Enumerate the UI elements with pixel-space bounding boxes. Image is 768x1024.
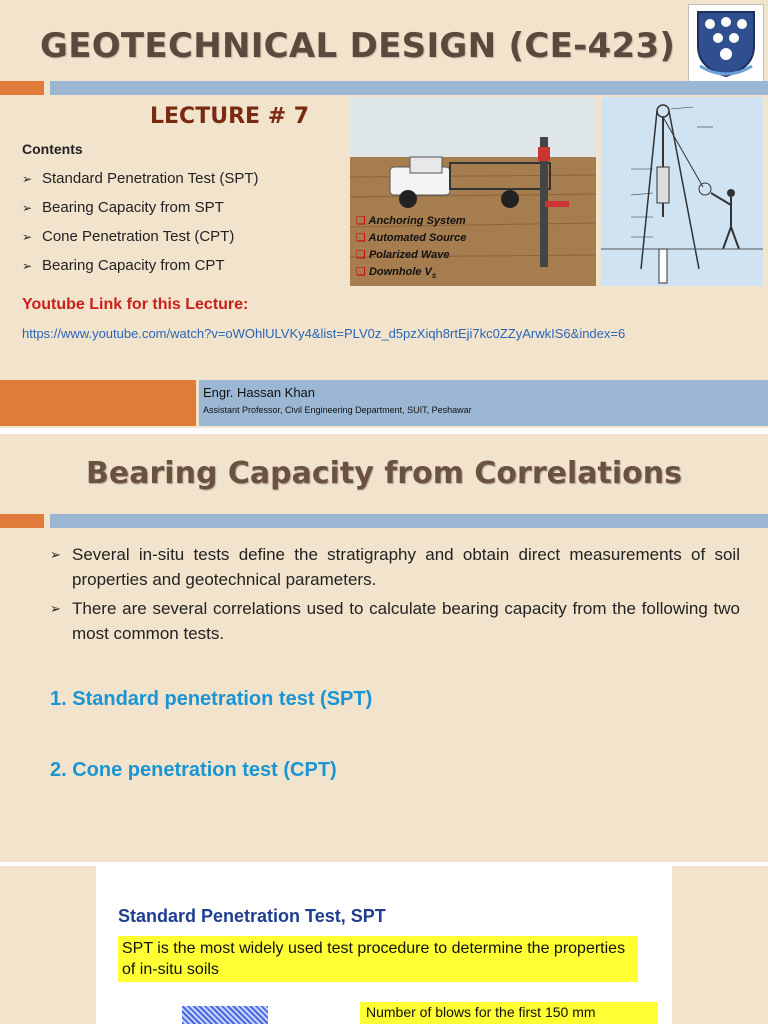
crest-icon [694,8,758,78]
blow-count-note: Number of blows for the first 150 mm [360,1002,658,1024]
contents-list [22,170,259,286]
list-item: ➢ Cone Penetration Test (CPT) [22,228,235,245]
list-item: ➢ Standard Penetration Test (SPT) [22,170,259,187]
accent-bar-orange [0,81,44,95]
youtube-url[interactable]: https://www.youtube.com/watch?v=oWOhlULVKy4&list=PLV0z_d5pzXiqh8rtEji7kc0ZZyArwkIS6&index=6 [22,326,626,341]
spt-rig-diagram [601,97,763,286]
youtube-link-heading: Youtube Link for this Lecture: [22,296,249,313]
arrow-bullet-icon: ➢ [50,547,61,562]
arrow-bullet-icon: ➢ [22,201,33,215]
content-slide [0,434,768,862]
photo-label: ❑ Anchoring System [356,215,466,227]
bullet-list [50,542,740,650]
photo-label: ❑ Downhole $V_s$ [356,266,437,281]
footer-accent-orange [0,380,196,426]
list-item: ➢ Several in-situ tests define the stratigraphy and obtain direct measurements of soil properties and geotechnical parameters. [50,542,740,592]
list-item: ➢ Bearing Capacity from CPT [22,257,225,274]
title-slide [0,0,768,428]
hatched-figure [182,1006,268,1024]
slide-title: Standard Penetration Test, SPT [118,906,386,926]
slide-title: Bearing Capacity from Correlations [86,456,682,491]
author-name: Engr. Hassan Khan [203,385,316,400]
spt-slide [0,866,768,1024]
list-item: ➢ Bearing Capacity from SPT [22,199,224,216]
accent-bar-blue [50,514,768,528]
author-role: Assistant Professor, Civil Engineering Department, SUIT, Peshawar [203,405,472,415]
contents-heading: Contents [22,141,83,157]
photo-label: ❑ Polarized Wave [356,249,450,261]
field-truck-photo [350,97,596,286]
accent-bar-blue [50,81,768,95]
university-logo [688,4,764,82]
numbered-item-cpt: 2. Cone penetration test (CPT) [50,759,337,781]
photo-label: ❑ Automated Source [356,232,467,244]
arrow-bullet-icon: ➢ [22,259,33,273]
accent-bar-orange [0,514,44,528]
numbered-item-spt: 1. Standard penetration test (SPT) [50,688,373,710]
arrow-bullet-icon: ➢ [22,230,33,244]
list-item: ➢ There are several correlations used to calculate bearing capacity from the following two most common tests. [50,596,740,646]
course-title: GEOTECHNICAL DESIGN (CE-423) [40,26,676,66]
lecture-number: LECTURE # 7 [150,104,310,129]
arrow-bullet-icon: ➢ [50,601,61,616]
highlighted-definition: SPT is the most widely used test procedure to determine the properties of in-situ soils [118,936,638,982]
arrow-bullet-icon: ➢ [22,172,33,186]
